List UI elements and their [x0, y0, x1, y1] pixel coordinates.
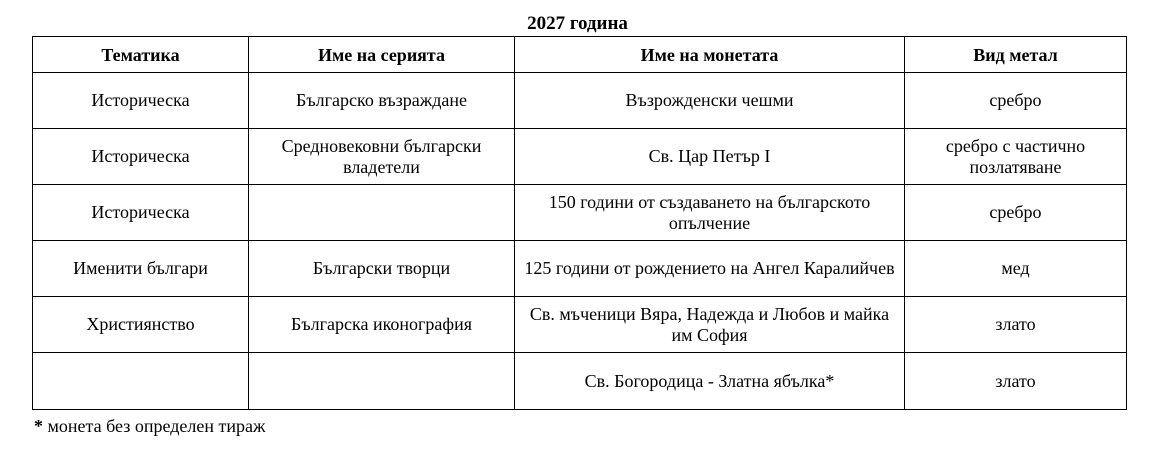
cell-theme: Историческа: [33, 73, 249, 129]
cell-theme: [33, 353, 249, 410]
cell-series: Българска иконография: [249, 297, 515, 353]
footnote: [34, 415, 265, 437]
table-row: [33, 185, 1127, 241]
table-row: [33, 73, 1127, 129]
cell-coin: 125 години от рождението на Ангел Каралийчев: [515, 241, 905, 297]
cell-coin: Св. мъченици Вяра, Надежда и Любов и майка им София: [515, 297, 905, 353]
cell-metal: мед: [905, 241, 1127, 297]
header-theme: Тематика: [33, 37, 249, 73]
coins-table: [32, 36, 1127, 410]
cell-series: Българско възраждане: [249, 73, 515, 129]
cell-theme: Историческа: [33, 185, 249, 241]
cell-series: Средновековни български владетели: [249, 129, 515, 185]
cell-coin: Възрожденски чешми: [515, 73, 905, 129]
cell-coin: Св. Богородица - Златна ябълка*: [515, 353, 905, 410]
footnote-text: монета без определен тираж: [43, 416, 266, 436]
cell-series: Български творци: [249, 241, 515, 297]
footnote-asterisk: *: [34, 416, 43, 436]
header-coin-name: Име на монетата: [515, 37, 905, 73]
cell-metal: сребро: [905, 73, 1127, 129]
cell-coin: 150 години от създаването на българското опълчение: [515, 185, 905, 241]
cell-series: [249, 353, 515, 410]
table-row: [33, 241, 1127, 297]
cell-theme: Историческа: [33, 129, 249, 185]
table-row: [33, 129, 1127, 185]
cell-metal: сребро: [905, 185, 1127, 241]
header-metal-type: Вид метал: [905, 37, 1127, 73]
cell-theme: Именити българи: [33, 241, 249, 297]
cell-metal: злато: [905, 353, 1127, 410]
cell-coin: Св. Цар Петър I: [515, 129, 905, 185]
table-header-row: [33, 37, 1127, 73]
cell-series: [249, 185, 515, 241]
page-title: 2027 година: [527, 13, 628, 34]
cell-metal: сребро с частично позлатяване: [905, 129, 1127, 185]
table-row: [33, 297, 1127, 353]
cell-metal: злато: [905, 297, 1127, 353]
header-series-name: Име на серията: [249, 37, 515, 73]
cell-theme: Християнство: [33, 297, 249, 353]
table-row: [33, 353, 1127, 410]
